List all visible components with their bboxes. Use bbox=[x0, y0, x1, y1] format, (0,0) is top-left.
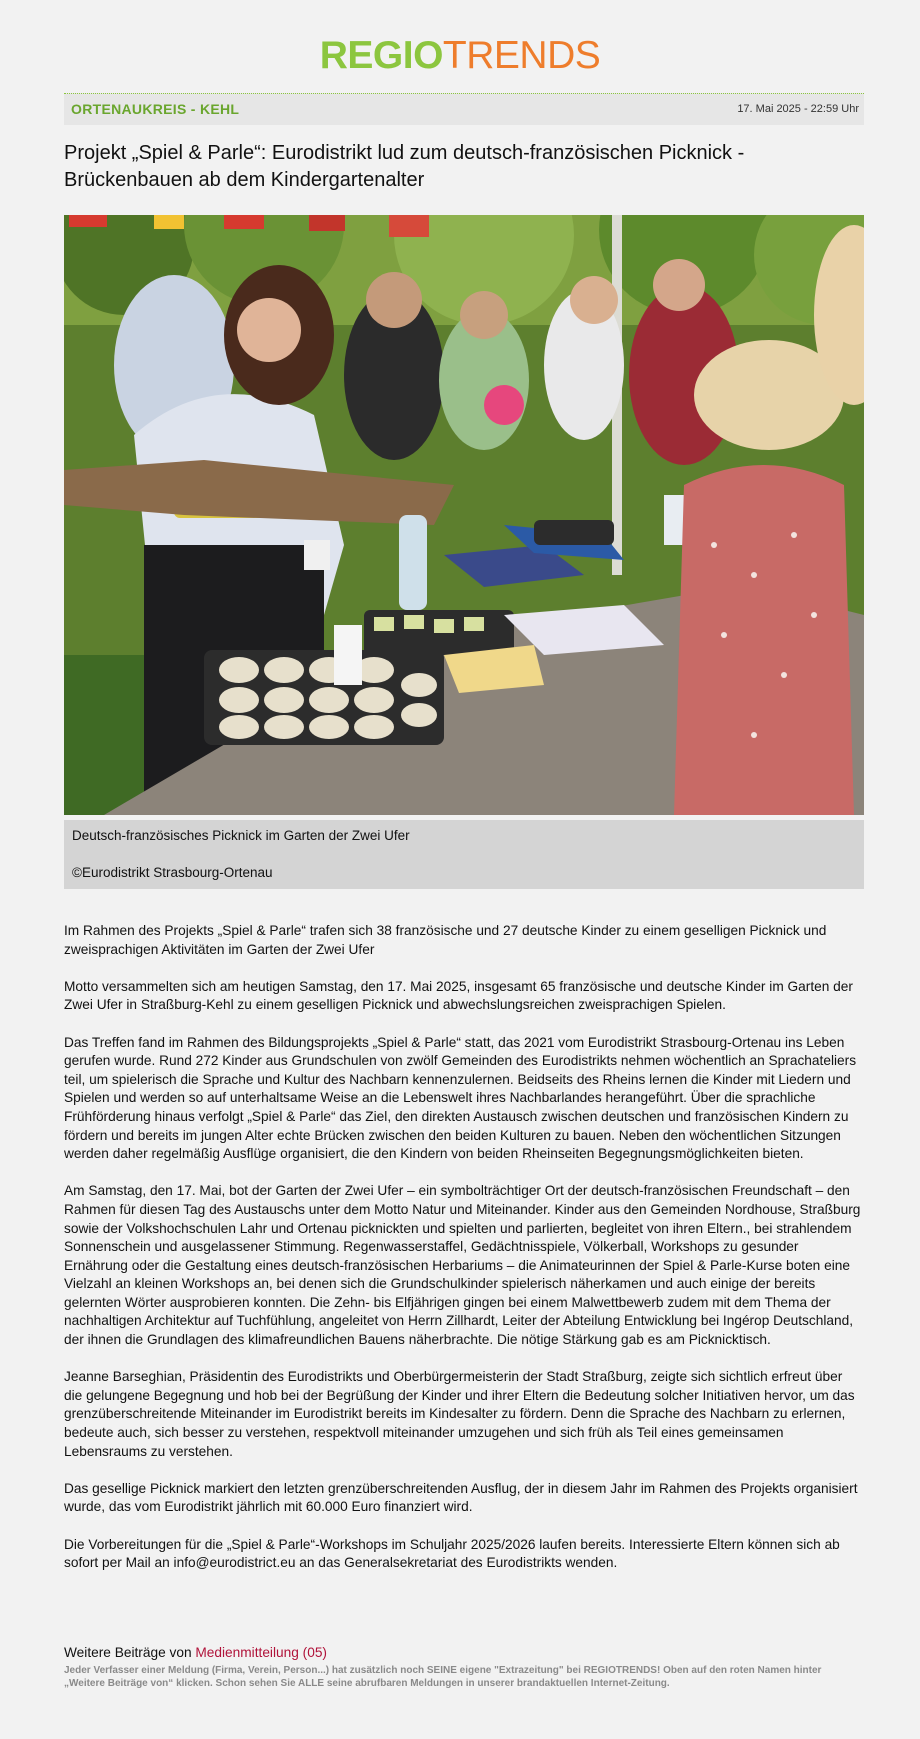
article-paragraph: Die Vorbereitungen für die „Spiel & Parle“-Workshops im Schuljahr 2025/2026 laufen bereits. Interessierte Eltern können sich ab sofort per Mail an info@eurodistrict.eu an das Generalsekretariat des Eurodistrikts wenden. bbox=[64, 1536, 840, 1571]
more-articles-prefix: Weitere Beiträge von bbox=[64, 1645, 196, 1660]
article-body bbox=[64, 922, 864, 1591]
photo-caption bbox=[64, 820, 864, 889]
author-note: Jeder Verfasser einer Meldung (Firma, Verein, Person...) hat zusätzlich noch SEINE eigene "Extrazeitung" bei REGIOTRENDS! Oben auf den roten Namen hinter „Weitere Beiträge von“ klicken. Schon sehen Sie ALLE seine abrufbaren Meldungen in unserer brandaktuellen Internet-Zeitung. bbox=[64, 1665, 822, 1689]
more-articles-line bbox=[64, 1645, 864, 1660]
photo-caption-text: Deutsch-französisches Picknick im Garten der Zwei Ufer bbox=[72, 828, 410, 843]
logo-regio: REGIO bbox=[319, 34, 443, 77]
article-photo bbox=[64, 215, 864, 815]
article-paragraph: Im Rahmen des Projekts „Spiel & Parle“ trafen sich 38 französische und 27 deutsche Kinder zu einem geselligen Picknick und zweisprachigen Aktivitäten im Garten der Zwei Ufer bbox=[64, 923, 827, 957]
logo-trends: TRENDS bbox=[442, 34, 601, 77]
article-paragraph: Das gesellige Picknick markiert den letzten grenzüberschreitenden Ausflug, der in diesem Jahr im Rahmen des Projekts organisiert wurde, das vom Eurodistrikt jährlich mit 60.000 Euro finanziert wird. bbox=[64, 1480, 858, 1515]
rubric-bar bbox=[64, 93, 864, 125]
article-paragraph: Motto versammelten sich am heutigen Samstag, den 17. Mai 2025, insgesamt 65 französische und deutsche Kinder im Garten der Zwei Ufer in Straßburg-Kehl zu einem geselligen Picknick und abwechslungsreichen zweisprachigen Spielen. bbox=[64, 978, 853, 1013]
publish-date: 17. Mai 2025 - 22:59 Uhr bbox=[737, 103, 859, 115]
picnic-photo-illustration bbox=[64, 215, 864, 815]
article-paragraph: Am Samstag, den 17. Mai, bot der Garten der Zwei Ufer – ein symbolträchtiger Ort der deutsch-französischen Freundschaft – den Rahmen für diesen Tag des Austauschs unter dem Motto Natur und Miteinander. Kinder aus den Gemeinden Nordhouse, Straßburg sowie der Volkshochschulen Lahr und Ortenau picknickten und spielten und parlierten, begleitet von ihren Eltern., bei strahlendem Sonnenschein und ausgelassener Stimmung. Regenwasserstaffel, Gedächtnisspiele, Völkerball, Workshops zu gesunder Ernährung oder die Gestaltung eines deutsch-französischen Herbariums – die Animateurinnen der Spiel & Parle-Kurse boten eine Vielzahl an kleinen Workshops an, bei denen sich die Grundschulkinder spielerisch näherkamen und auch einige der bereits gelernten Wörter ausprobieren konnten. Die Zehn- bis Elfjährigen gingen bei einem Malwettbewerb zudem mit dem Thema der nachhaltigen Architektur auf Tuchfühlung, angeleitet von Herrn Zillhardt, Leiter der Abteilung Entwicklung bei Ingérop Deutschland, der ihnen die Grundlagen des klimafreundlichen Bauens näherbrachte. Die nötige Stärkung gab es am Picknicktisch. bbox=[64, 1183, 861, 1348]
rubric-label[interactable]: ORTENAUKREIS - KEHL bbox=[71, 101, 240, 117]
article-paragraph: Jeanne Barseghian, Präsidentin des Eurodistrikts und Oberbürgermeisterin der Stadt Straßburg, zeigte sich sichtlich erfreut über die gelungene Begegnung und hob bei der Begrüßung der Kinder und ihrer Eltern die Bedeutung solcher Initiativen hervor, um das grenzüberschreitende Miteinander im Eurodistrikt bereits im Kindesalter zu fördern. Denn die Sprache des Nachbarn zu erlernen, bedeute auch, sich besser zu verstehen, respektvoll miteinander umzugehen und sich früh als Teil eines gemeinsamen Lebensraums zu verstehen. bbox=[64, 1369, 855, 1459]
author-link[interactable]: Medienmitteilung (05) bbox=[195, 1645, 327, 1660]
site-logo[interactable] bbox=[0, 32, 920, 80]
article-headline: Projekt „Spiel & Parle“: Eurodistrikt lud zum deutsch-französischen Picknick - Brückenbauen ab dem Kindergartenalter bbox=[64, 142, 745, 191]
photo-credit: ©Eurodistrikt Strasbourg-Ortenau bbox=[72, 865, 273, 880]
article-paragraph: Das Treffen fand im Rahmen des Bildungsprojekts „Spiel & Parle“ statt, das 2021 vom Eurodistrikt Strasbourg-Ortenau ins Leben gerufen wurde. Rund 272 Kinder aus Grundschulen von zwölf Gemeinden des Eurodistrikts nehmen wöchentlich an Sprachateliers teil, um spielerisch die Sprache und Kultur des Nachbarn kennenzulernen. Beidseits des Rheins lernen die Kinder mit Liedern und Spielen und werden so auf unterhaltsame Weise an die Lebenswelt ihres Nachbarlandes herangeführt. Über die sprachliche Frühförderung hinaus verfolgt „Spiel & Parle“ das Ziel, den direkten Austausch zwischen deutschen und französischen Kindern zu fördern und bereits im jungen Alter echte Brücken zwischen den beiden Kulturen zu bauen. Neben den wöchentlichen Sitzungen werden daher regelmäßig Ausflüge organisiert, die den Kindern von beiden Rheinseiten Begegnungsmöglichkeiten bieten. bbox=[64, 1034, 857, 1162]
